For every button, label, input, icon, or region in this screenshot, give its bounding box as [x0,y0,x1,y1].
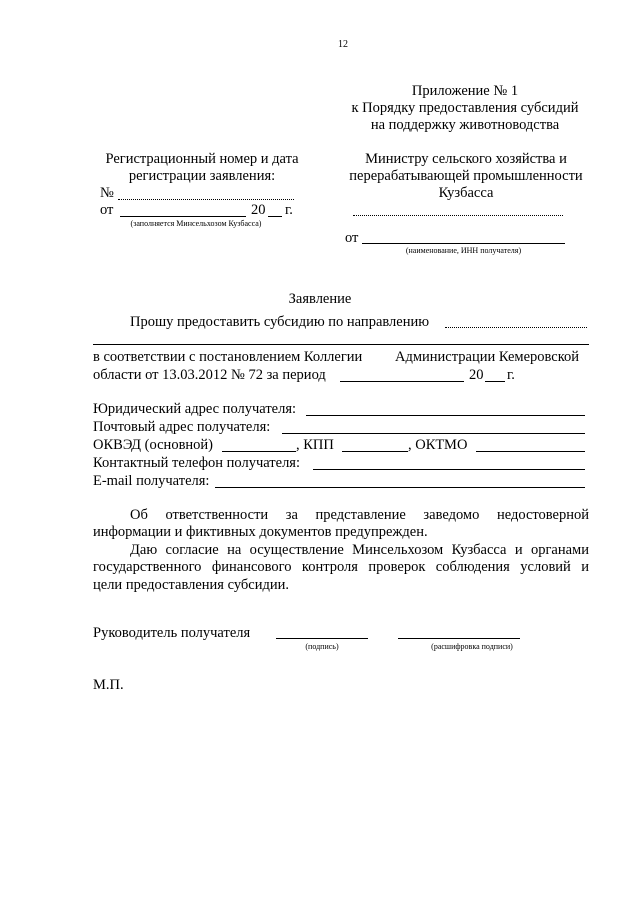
consent-line-2: государственного финансового контроля проверок соблюдения условий и [93,559,589,575]
addressee-line-2: перерабатывающей промышленности [349,168,583,184]
addressee-from-prefix: от [345,230,359,246]
okved-label: ОКВЭД (основной) [93,437,214,453]
request-direction-field-1[interactable] [445,327,587,328]
kpp-field[interactable] [342,451,408,452]
legal-address-label: Юридический адрес получателя: [93,401,297,417]
liability-line-2: информации и фиктивных документов предупрежден. [93,524,428,540]
addressee-name-field[interactable] [353,215,563,216]
postal-address-field[interactable] [282,433,585,434]
request-line-2-left: в соответствии с постановлением Коллегии [93,349,363,365]
registration-date-field[interactable] [120,216,246,217]
registration-line-1: Регистрационный номер и дата [105,151,299,167]
request-line-3: области от 13.03.2012 № 72 за период [93,367,326,383]
signature-note: (подпись) [305,642,339,651]
legal-address-field[interactable] [306,415,585,416]
liability-line-1: Об ответственности за представление заведомо недостоверной [130,507,589,523]
request-period-field[interactable] [340,381,464,382]
request-year-prefix: 20 [469,367,484,383]
request-line-1: Прошу предоставить субсидию по направлению [130,314,430,330]
signature-decode-field[interactable] [398,638,520,639]
addressee-from-field[interactable] [362,243,565,244]
registration-year-field[interactable] [268,216,282,217]
email-field[interactable] [215,487,585,488]
consent-line-3: цели предоставления субсидии. [93,577,289,593]
request-year-field[interactable] [485,381,505,382]
appendix-line-1: Приложение № 1 [411,83,519,99]
okved-field[interactable] [222,451,296,452]
appendix-line-3: на поддержку животноводства [370,117,560,133]
request-year-suffix: г. [507,367,515,383]
document-title: Заявление [288,291,352,307]
email-label: E-mail получателя: [93,473,210,489]
addressee-line-3: Кузбасса [438,185,494,201]
page-number: 12 [338,39,348,50]
registration-number-field[interactable] [118,199,294,200]
phone-field[interactable] [313,469,585,470]
oktmo-label: , ОКТМО [408,437,468,453]
registration-number-prefix: № [100,185,114,201]
addressee-from-note: (наименование, ИНН получателя) [405,246,522,255]
request-line-2-right: Администрации Кемеровской [395,349,580,365]
signature-decode-note: (расшифровка подписи) [431,642,513,651]
kpp-label: , КПП [296,437,334,453]
signature-label: Руководитель получателя [93,625,251,641]
registration-line-2: регистрации заявления: [128,168,276,184]
registration-year-suffix: г. [285,202,293,218]
oktmo-field[interactable] [476,451,585,452]
request-direction-field-2[interactable] [93,344,589,345]
stamp-label: М.П. [93,677,124,693]
consent-line-1: Даю согласие на осуществление Минсельхозом Кузбасса и органами [130,542,589,558]
phone-label: Контактный телефон получателя: [93,455,301,471]
postal-address-label: Почтовый адрес получателя: [93,419,271,435]
appendix-line-2: к Порядку предоставления субсидий [351,100,579,116]
registration-year-prefix: 20 [251,202,266,218]
registration-date-prefix: от [100,202,114,218]
signature-field[interactable] [276,638,368,639]
addressee-line-1: Министру сельского хозяйства и [365,151,567,167]
registration-note: (заполняется Минсельхозом Кузбасса) [130,219,262,228]
